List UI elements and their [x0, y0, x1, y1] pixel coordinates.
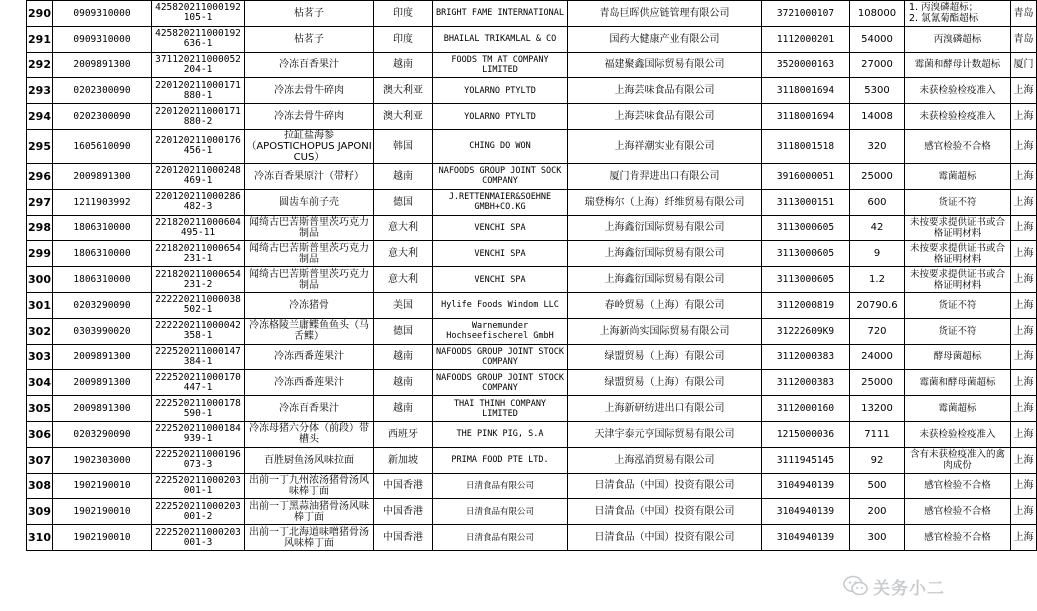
row-number: 306: [27, 421, 53, 447]
port: 上海: [1011, 473, 1037, 499]
overseas-enterprise: NAFOODS GROUP JOINT STOCK COMPANY: [433, 344, 568, 370]
importer-name: 绿盟贸易（上海）有限公司: [568, 344, 762, 370]
importer-name: 上海芸味食品有限公司: [568, 78, 762, 104]
product-name: 闻绮古巴苦斯普里茨巧克力制品: [245, 267, 374, 293]
quantity: 9: [850, 241, 905, 267]
rejection-reason: 1. 丙溴磷超标； 2. 氯氰菊酯超标: [905, 1, 1011, 27]
table-row: [27, 473, 1037, 499]
quantity: 54000: [850, 26, 905, 52]
importer-name: 上海祥潮实业有限公司: [568, 129, 762, 163]
hs-code: 1806310000: [53, 241, 152, 267]
quantity: 25000: [850, 370, 905, 396]
overseas-enterprise: BHAILAL TRIKAMLAL & CO: [433, 26, 568, 52]
table-row: [27, 1, 1037, 27]
rejection-reason: 感官检验不合格: [905, 473, 1011, 499]
table-row: [27, 267, 1037, 293]
batch-number: 222520211000170447-1: [152, 370, 245, 396]
port: 上海: [1011, 215, 1037, 241]
importer-code: 3104940139: [762, 525, 850, 551]
table-row: [27, 370, 1037, 396]
importer-name: 青岛巨晖供应链管理有限公司: [568, 1, 762, 27]
importer-name: 上海鑫衍国际贸易有限公司: [568, 241, 762, 267]
quantity: 7111: [850, 421, 905, 447]
rejection-reason: 未按要求提供证书或合格证明材料: [905, 267, 1011, 293]
port: 上海: [1011, 189, 1037, 215]
row-number: 290: [27, 1, 53, 27]
origin-country: 越南: [374, 370, 433, 396]
hs-code: 2009891300: [53, 396, 152, 422]
table-row: [27, 421, 1037, 447]
origin-country: 澳大利亚: [374, 78, 433, 104]
rejection-reason: 霉菌超标: [905, 396, 1011, 422]
rejection-reason: 含有未获检疫准入的禽肉成份: [905, 447, 1011, 473]
importer-name: 上海新研纺进出口有限公司: [568, 396, 762, 422]
overseas-enterprise: THAI THINH COMPANY LIMITED: [433, 396, 568, 422]
rejection-reason: 货证不符: [905, 318, 1011, 344]
importer-code: 3112000383: [762, 370, 850, 396]
quantity: 320: [850, 129, 905, 163]
rejection-reason: 未获检验检疫准入: [905, 421, 1011, 447]
importer-name: 国药大健康产业有限公司: [568, 26, 762, 52]
quantity: 25000: [850, 163, 905, 189]
row-number: 304: [27, 370, 53, 396]
port: 上海: [1011, 129, 1037, 163]
row-number: 308: [27, 473, 53, 499]
document-page: [26, 0, 1034, 611]
batch-number: 425820211000192105-1: [152, 1, 245, 27]
row-number: 295: [27, 129, 53, 163]
origin-country: 印度: [374, 1, 433, 27]
importer-code: 1215000036: [762, 421, 850, 447]
hs-code: 2009891300: [53, 163, 152, 189]
quantity: 20790.6: [850, 292, 905, 318]
row-number: 305: [27, 396, 53, 422]
importer-code: 3113000151: [762, 189, 850, 215]
overseas-enterprise: NAFOODS GROUP JOINT STOCK COMPANY: [433, 370, 568, 396]
quantity: 13200: [850, 396, 905, 422]
overseas-enterprise: VENCHI SPA: [433, 267, 568, 293]
origin-country: 印度: [374, 26, 433, 52]
table-row: [27, 447, 1037, 473]
importer-name: 绿盟贸易（上海）有限公司: [568, 370, 762, 396]
batch-number: 220120211000171880-1: [152, 78, 245, 104]
importer-name: 日清食品（中国）投资有限公司: [568, 525, 762, 551]
overseas-enterprise: THE PINK PIG, S.A: [433, 421, 568, 447]
port: 上海: [1011, 421, 1037, 447]
row-number: 296: [27, 163, 53, 189]
hs-code: 2009891300: [53, 344, 152, 370]
hs-code: 1605610090: [53, 129, 152, 163]
watermark-text: 关务小二: [873, 578, 945, 599]
overseas-enterprise: VENCHI SPA: [433, 215, 568, 241]
batch-number: 220120211000286482-3: [152, 189, 245, 215]
importer-code: 3118001694: [762, 78, 850, 104]
product-name: 冷冻西番莲果汁: [245, 370, 374, 396]
batch-number: 220120211000176456-1: [152, 129, 245, 163]
table-row: [27, 396, 1037, 422]
port: 上海: [1011, 292, 1037, 318]
quantity: 300: [850, 525, 905, 551]
product-name: 闻绮古巴苦斯普里茨巧克力制品: [245, 215, 374, 241]
table-row: [27, 26, 1037, 52]
quantity: 24000: [850, 344, 905, 370]
origin-country: 越南: [374, 163, 433, 189]
rejection-reason: 感官检验不合格: [905, 129, 1011, 163]
importer-name: 上海鑫衍国际贸易有限公司: [568, 215, 762, 241]
port: 上海: [1011, 163, 1037, 189]
importer-name: 日清食品（中国）投资有限公司: [568, 499, 762, 525]
batch-number: 222520211000203001-2: [152, 499, 245, 525]
product-name: 冷冻去骨牛碎肉: [245, 104, 374, 130]
rejection-reason: 酵母菌超标: [905, 344, 1011, 370]
overseas-enterprise: Hylife Foods Windom LLC: [433, 292, 568, 318]
origin-country: 新加坡: [374, 447, 433, 473]
rejection-reason: 霉菌和酵母计数超标: [905, 52, 1011, 78]
port: 上海: [1011, 78, 1037, 104]
origin-country: 越南: [374, 396, 433, 422]
port: 厦门: [1011, 52, 1037, 78]
batch-number: 222520211000203001-3: [152, 525, 245, 551]
row-number: 298: [27, 215, 53, 241]
overseas-enterprise: 日清食品有限公司: [433, 473, 568, 499]
row-number: 299: [27, 241, 53, 267]
overseas-enterprise: PRIMA FOOD PTE LTD.: [433, 447, 568, 473]
quantity: 42: [850, 215, 905, 241]
importer-name: 上海泓消贸易有限公司: [568, 447, 762, 473]
importer-code: 3111945145: [762, 447, 850, 473]
table-row: [27, 292, 1037, 318]
origin-country: 中国香港: [374, 473, 433, 499]
overseas-enterprise: J.RETTENMAIER&SOEHNE GMBH+CO.KG: [433, 189, 568, 215]
importer-code: 3520000163: [762, 52, 850, 78]
origin-country: 美国: [374, 292, 433, 318]
port: 上海: [1011, 525, 1037, 551]
origin-country: 德国: [374, 189, 433, 215]
quantity: 5300: [850, 78, 905, 104]
batch-number: 222520211000196073-3: [152, 447, 245, 473]
product-name: 冷冻去骨牛碎肉: [245, 78, 374, 104]
batch-number: 221820211000604495-11: [152, 215, 245, 241]
batch-number: 220120211000171880-2: [152, 104, 245, 130]
origin-country: 越南: [374, 52, 433, 78]
row-number: 292: [27, 52, 53, 78]
hs-code: 0909310000: [53, 26, 152, 52]
product-name: 枯茗子: [245, 26, 374, 52]
origin-country: 韩国: [374, 129, 433, 163]
quantity: 1.2: [850, 267, 905, 293]
quantity: 108000: [850, 1, 905, 27]
importer-code: 1112000201: [762, 26, 850, 52]
row-number: 294: [27, 104, 53, 130]
table-row: [27, 52, 1037, 78]
port: 上海: [1011, 370, 1037, 396]
row-number: 297: [27, 189, 53, 215]
table-row: [27, 129, 1037, 163]
port: 上海: [1011, 344, 1037, 370]
importer-code: 3113000605: [762, 215, 850, 241]
table-row: [27, 163, 1037, 189]
product-name: 百胜厨鱼汤风味拉面: [245, 447, 374, 473]
port: 上海: [1011, 318, 1037, 344]
row-number: 309: [27, 499, 53, 525]
port: 上海: [1011, 267, 1037, 293]
importer-name: 瑞登梅尔（上海）纤维贸易有限公司: [568, 189, 762, 215]
table-row: [27, 344, 1037, 370]
overseas-enterprise: 日清食品有限公司: [433, 525, 568, 551]
row-number: 310: [27, 525, 53, 551]
origin-country: 澳大利亚: [374, 104, 433, 130]
origin-country: 越南: [374, 344, 433, 370]
quantity: 92: [850, 447, 905, 473]
hs-code: 0203290090: [53, 421, 152, 447]
origin-country: 德国: [374, 318, 433, 344]
overseas-enterprise: 日清食品有限公司: [433, 499, 568, 525]
row-number: 302: [27, 318, 53, 344]
importer-code: 3104940139: [762, 499, 850, 525]
rejection-reason: 感官检验不合格: [905, 499, 1011, 525]
rejection-reason: 霉菌超标: [905, 163, 1011, 189]
port: 上海: [1011, 104, 1037, 130]
hs-code: 1211903992: [53, 189, 152, 215]
rejection-reason: 未按要求提供证书或合格证明材料: [905, 215, 1011, 241]
table-row: [27, 241, 1037, 267]
hs-code: 2009891300: [53, 370, 152, 396]
product-name: 冷冻猪骨: [245, 292, 374, 318]
origin-country: 中国香港: [374, 499, 433, 525]
overseas-enterprise: NAFOODS GROUP JOINT SOCK COMPANY: [433, 163, 568, 189]
overseas-enterprise: Warnemunder Hochseefischerel GmbH: [433, 318, 568, 344]
importer-code: 3112000160: [762, 396, 850, 422]
rejection-reason: 货证不符: [905, 189, 1011, 215]
rejection-reason: 霉菌和酵母菌超标: [905, 370, 1011, 396]
importer-name: 春岭贸易（上海）有限公司: [568, 292, 762, 318]
table-row: [27, 499, 1037, 525]
quantity: 200: [850, 499, 905, 525]
importer-name: 福建聚鑫国际贸易有限公司: [568, 52, 762, 78]
hs-code: 0909310000: [53, 1, 152, 27]
hs-code: 1902190010: [53, 473, 152, 499]
importer-name: 上海鑫衍国际贸易有限公司: [568, 267, 762, 293]
hs-code: 0203290090: [53, 292, 152, 318]
importer-name: 上海芸味食品有限公司: [568, 104, 762, 130]
table-row: [27, 318, 1037, 344]
table-row: [27, 189, 1037, 215]
hs-code: 1806310000: [53, 215, 152, 241]
rejected-goods-table: [26, 0, 1037, 551]
importer-code: 3112000383: [762, 344, 850, 370]
row-number: 303: [27, 344, 53, 370]
importer-name: 天津宇泰元亨国际贸易有限公司: [568, 421, 762, 447]
table-row: [27, 104, 1037, 130]
hs-code: 0202300090: [53, 104, 152, 130]
hs-code: 0202300090: [53, 78, 152, 104]
product-name: 冷冻母猪六分体（前段）带槽头: [245, 421, 374, 447]
quantity: 14008: [850, 104, 905, 130]
port: 上海: [1011, 241, 1037, 267]
batch-number: 222220211000042358-1: [152, 318, 245, 344]
rejection-reason: 未获检验检疫准入: [905, 104, 1011, 130]
rejection-reason: 丙溴磷超标: [905, 26, 1011, 52]
port: 青岛: [1011, 1, 1037, 27]
hs-code: 1902190010: [53, 525, 152, 551]
quantity: 27000: [850, 52, 905, 78]
product-name: 出前一丁北海道味噌猪骨汤风味棒丁面: [245, 525, 374, 551]
batch-number: 222520211000178590-1: [152, 396, 245, 422]
product-name: 冷冻百香果汁: [245, 52, 374, 78]
importer-code: 31222609K9: [762, 318, 850, 344]
hs-code: 0303990020: [53, 318, 152, 344]
product-name: 出前一丁黑蒜油猪骨汤风味棒丁面: [245, 499, 374, 525]
batch-number: 222520211000203001-1: [152, 473, 245, 499]
importer-name: 日清食品（中国）投资有限公司: [568, 473, 762, 499]
quantity: 600: [850, 189, 905, 215]
rejection-reason: 感官检验不合格: [905, 525, 1011, 551]
importer-code: 3113000605: [762, 267, 850, 293]
row-number: 307: [27, 447, 53, 473]
product-name: 拉缸盐海参 （APOSTICHOPUS JAPONICUS）: [246, 129, 372, 163]
hs-code: 1902303000: [53, 447, 152, 473]
origin-country: 意大利: [374, 215, 433, 241]
importer-name: 上海新尚实国际贸易有限公司: [568, 318, 762, 344]
rejection-reason: 未按要求提供证书或合格证明材料: [905, 241, 1011, 267]
product-name: 出前一丁九州浓汤猪骨汤风味棒丁面: [245, 473, 374, 499]
port: 上海: [1011, 499, 1037, 525]
hs-code: 2009891300: [53, 52, 152, 78]
product-name: 圆齿车前子壳: [245, 189, 374, 215]
product-name: 闻绮古巴苦斯普里茨巧克力制品: [245, 241, 374, 267]
hs-code: 1902190010: [53, 499, 152, 525]
batch-number: 425820211000192636-1: [152, 26, 245, 52]
table-row: [27, 525, 1037, 551]
port: 上海: [1011, 396, 1037, 422]
row-number: 293: [27, 78, 53, 104]
overseas-enterprise: CHING DO WON: [433, 129, 568, 163]
importer-code: 3113000605: [762, 241, 850, 267]
overseas-enterprise: YOLARNO PTYLTD: [433, 104, 568, 130]
batch-number: 220120211000248469-1: [152, 163, 245, 189]
importer-code: 3112000819: [762, 292, 850, 318]
product-name: 冷冻百香果汁: [245, 396, 374, 422]
rejection-reason: 未获检验检疫准入: [905, 78, 1011, 104]
batch-number: 371120211000052204-1: [152, 52, 245, 78]
batch-number: 222220211000038502-1: [152, 292, 245, 318]
importer-code: 3104940139: [762, 473, 850, 499]
importer-code: 3916000051: [762, 163, 850, 189]
importer-code: 3118001694: [762, 104, 850, 130]
row-number: 300: [27, 267, 53, 293]
importer-code: 3721000107: [762, 1, 850, 27]
overseas-enterprise: FOODS TM AT COMPANY LIMITED: [433, 52, 568, 78]
batch-number: 221820211000654231-1: [152, 241, 245, 267]
quantity: 500: [850, 473, 905, 499]
table-row: [27, 78, 1037, 104]
product-name: 冷冻百香果原汁（带籽）: [245, 163, 374, 189]
batch-number: 222520211000184939-1: [152, 421, 245, 447]
batch-number: 222520211000147384-1: [152, 344, 245, 370]
row-number: 291: [27, 26, 53, 52]
product-name: 冷冻西番莲果汁: [245, 344, 374, 370]
hs-code: 1806310000: [53, 267, 152, 293]
port: 上海: [1011, 447, 1037, 473]
row-number: 301: [27, 292, 53, 318]
origin-country: 西班牙: [374, 421, 433, 447]
overseas-enterprise: YOLARNO PTYLTD: [433, 78, 568, 104]
importer-name: 厦门肯羿进出口有限公司: [568, 163, 762, 189]
product-name: 枯茗子: [245, 1, 374, 27]
product-name: 冷冻格陵兰庸鲽鱼鱼头（马舌鲽）: [245, 318, 374, 344]
importer-code: 3118001518: [762, 129, 850, 163]
table-row: [27, 215, 1037, 241]
origin-country: 意大利: [374, 241, 433, 267]
port: 青岛: [1011, 26, 1037, 52]
batch-number: 221820211000654231-2: [152, 267, 245, 293]
rejection-reason: 货证不符: [905, 292, 1011, 318]
origin-country: 意大利: [374, 267, 433, 293]
overseas-enterprise: BRIGHT FAME INTERNATIONAL: [433, 1, 568, 27]
overseas-enterprise: VENCHI SPA: [433, 241, 568, 267]
quantity: 720: [850, 318, 905, 344]
origin-country: 中国香港: [374, 525, 433, 551]
